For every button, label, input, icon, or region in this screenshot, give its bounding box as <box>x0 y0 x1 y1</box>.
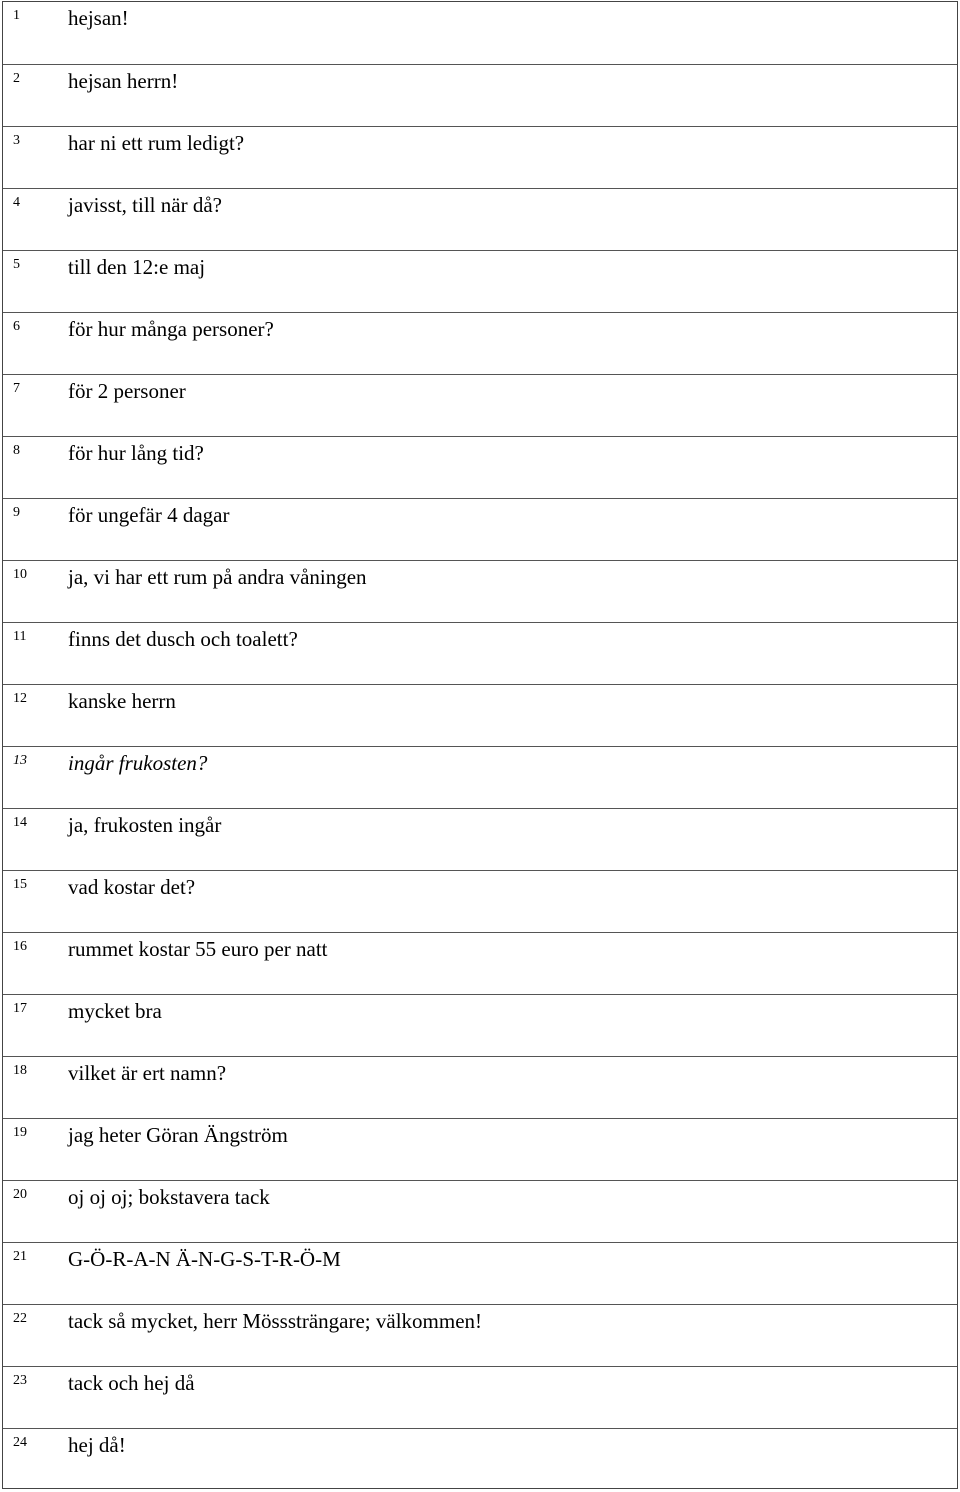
line-text: ja, vi har ett rum på andra våningen <box>68 565 367 589</box>
dialogue-row <box>3 1180 957 1242</box>
dialogue-row <box>3 684 957 746</box>
line-text: mycket bra <box>68 999 162 1023</box>
dialogue-row <box>3 498 957 560</box>
line-text: javisst, till när då? <box>68 193 222 217</box>
line-number: 6 <box>13 319 20 334</box>
dialogue-row <box>3 436 957 498</box>
line-text: kanske herrn <box>68 689 176 713</box>
line-text: ingår frukosten? <box>68 751 208 775</box>
dialogue-table <box>2 1 958 1489</box>
dialogue-row <box>3 1366 957 1428</box>
line-number: 12 <box>13 691 27 706</box>
line-number: 4 <box>13 195 20 210</box>
dialogue-row <box>3 126 957 188</box>
line-text: till den 12:e maj <box>68 255 206 279</box>
line-text: ja, frukosten ingår <box>68 813 222 837</box>
dialogue-row <box>3 870 957 932</box>
dialogue-row <box>3 746 957 808</box>
line-text: hej då! <box>68 1433 126 1457</box>
line-number: 5 <box>13 257 20 272</box>
dialogue-row <box>3 1428 957 1490</box>
line-text: jag heter Göran Ängström <box>68 1123 288 1147</box>
dialogue-row <box>3 622 957 684</box>
line-number: 13 <box>13 753 27 768</box>
line-number: 22 <box>13 1311 27 1326</box>
line-number: 20 <box>13 1187 27 1202</box>
line-text: hejsan herrn! <box>68 69 179 93</box>
line-number: 15 <box>13 877 27 892</box>
dialogue-row <box>3 188 957 250</box>
line-number: 1 <box>13 8 20 23</box>
line-number: 18 <box>13 1063 27 1078</box>
line-number: 14 <box>13 815 27 830</box>
line-number: 3 <box>13 133 20 148</box>
line-text: tack så mycket, herr Mösssträngare; välkommen! <box>68 1309 483 1333</box>
line-number: 23 <box>13 1373 27 1388</box>
line-text: finns det dusch och toalett? <box>68 627 298 651</box>
line-number: 11 <box>13 629 27 644</box>
line-text: för 2 personer <box>68 379 186 403</box>
line-number: 19 <box>13 1125 27 1140</box>
line-text: oj oj oj; bokstavera tack <box>68 1185 270 1209</box>
dialogue-row <box>3 374 957 436</box>
dialogue-row <box>3 312 957 374</box>
line-number: 21 <box>13 1249 27 1264</box>
dialogue-row <box>3 1304 957 1366</box>
line-text: har ni ett rum ledigt? <box>68 131 245 155</box>
line-text: vilket är ert namn? <box>68 1061 227 1085</box>
line-number: 7 <box>13 381 20 396</box>
dialogue-row <box>3 1242 957 1304</box>
dialogue-row <box>3 250 957 312</box>
dialogue-row <box>3 808 957 870</box>
line-number: 24 <box>13 1435 27 1450</box>
dialogue-row <box>3 1118 957 1180</box>
dialogue-row <box>3 994 957 1056</box>
line-text: för hur lång tid? <box>68 441 204 465</box>
line-text: rummet kostar 55 euro per natt <box>68 937 328 961</box>
line-text: för hur många personer? <box>68 317 274 341</box>
line-number: 16 <box>13 939 27 954</box>
line-number: 9 <box>13 505 20 520</box>
line-text: G-Ö-R-A-N Ä-N-G-S-T-R-Ö-M <box>68 1247 341 1271</box>
line-number: 2 <box>13 71 20 86</box>
line-number: 8 <box>13 443 20 458</box>
line-number: 17 <box>13 1001 27 1016</box>
line-text: för ungefär 4 dagar <box>68 503 230 527</box>
dialogue-row <box>3 1056 957 1118</box>
line-number: 10 <box>13 567 27 582</box>
line-text: hejsan! <box>68 6 129 30</box>
dialogue-row <box>3 2 957 64</box>
dialogue-row <box>3 64 957 126</box>
dialogue-row <box>3 560 957 622</box>
dialogue-row <box>3 932 957 994</box>
line-text: tack och hej då <box>68 1371 195 1395</box>
line-text: vad kostar det? <box>68 875 196 899</box>
